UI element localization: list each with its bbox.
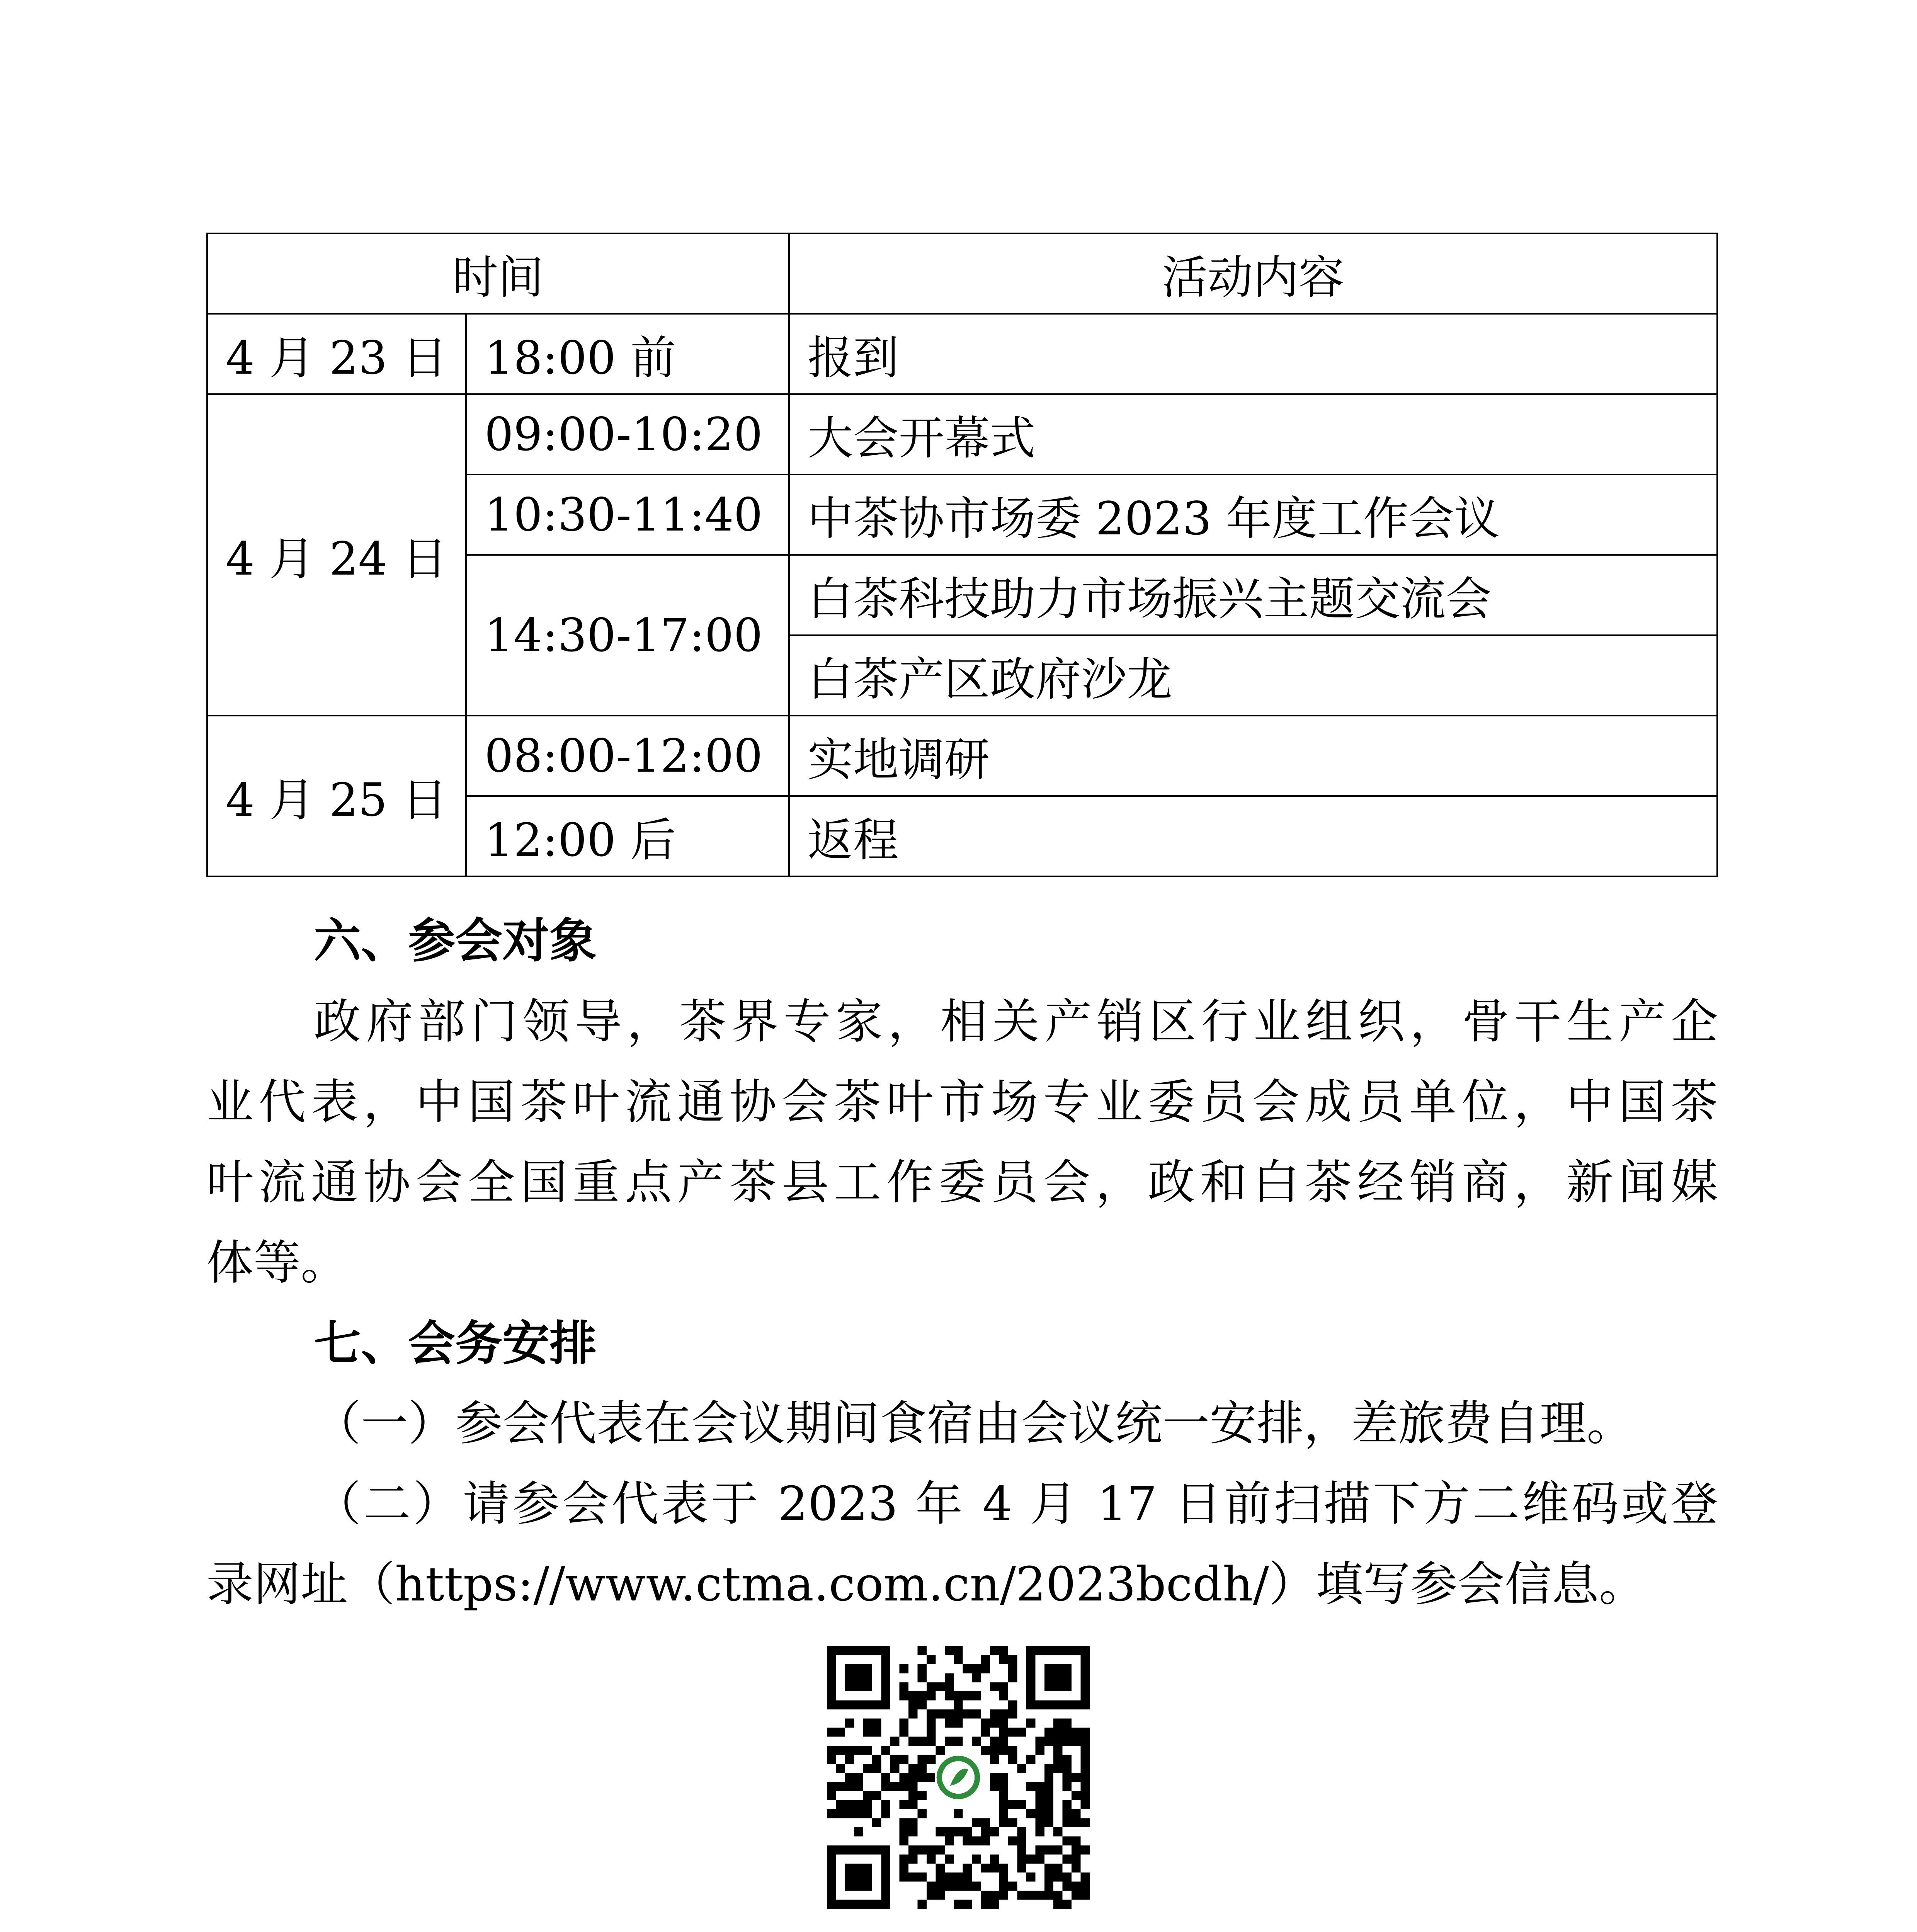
activity-cell: 报到 <box>789 314 1717 394</box>
time-cell: 09:00-10:20 <box>466 394 789 474</box>
section7-item1: （一）参会代表在会议期间食宿由会议统一安排，差旅费自理。 <box>314 1396 1634 1451</box>
activity-cell: 实地调研 <box>789 716 1717 796</box>
section7-item2: （二）请参会代表于 2023 年 4 月 17 日前扫描下方二维码或登 <box>314 1476 1718 1531</box>
time-cell: 12:00 后 <box>466 796 789 876</box>
header-activity: 活动内容 <box>789 233 1717 314</box>
time-cell: 10:30-11:40 <box>466 474 789 555</box>
section6-line: 体等。 <box>206 1235 348 1290</box>
time-cell: 08:00-12:00 <box>466 716 789 796</box>
header-time: 时间 <box>207 233 789 314</box>
qr-code[interactable] <box>827 1646 1090 1909</box>
date-cell: 4 月 24 日 <box>207 394 466 716</box>
time-cell: 18:00 前 <box>466 314 789 394</box>
activity-cell: 中茶协市场委 2023 年度工作会议 <box>789 474 1717 555</box>
section6-line: 业代表，中国茶叶流通协会茶叶市场专业委员会成员单位，中国茶 <box>206 1075 1718 1129</box>
activity-cell: 白茶产区政府沙龙 <box>789 635 1717 716</box>
table-row <box>207 716 1717 796</box>
schedule-table <box>206 233 1718 877</box>
activity-cell: 返程 <box>789 796 1717 876</box>
section6-heading: 六、参会对象 <box>314 913 597 968</box>
activity-cell: 大会开幕式 <box>789 394 1717 474</box>
section7-item2-url: 录网址（https://www.ctma.com.cn/2023bcdh/）填写参会信息。 <box>206 1557 1646 1612</box>
table-row <box>207 314 1717 394</box>
table-row <box>207 394 1717 474</box>
time-cell: 14:30-17:00 <box>466 555 789 716</box>
table-header-row <box>207 233 1717 314</box>
section6-line: 政府部门领导，茶界专家，相关产销区行业组织，骨干生产企 <box>314 994 1718 1049</box>
activity-cell: 白茶科技助力市场振兴主题交流会 <box>789 555 1717 635</box>
section7-heading: 七、会务安排 <box>314 1315 597 1371</box>
section6-line: 叶流通协会全国重点产茶县工作委员会，政和白茶经销商，新闻媒 <box>206 1155 1718 1210</box>
date-cell: 4 月 25 日 <box>207 716 466 876</box>
date-cell: 4 月 23 日 <box>207 314 466 394</box>
